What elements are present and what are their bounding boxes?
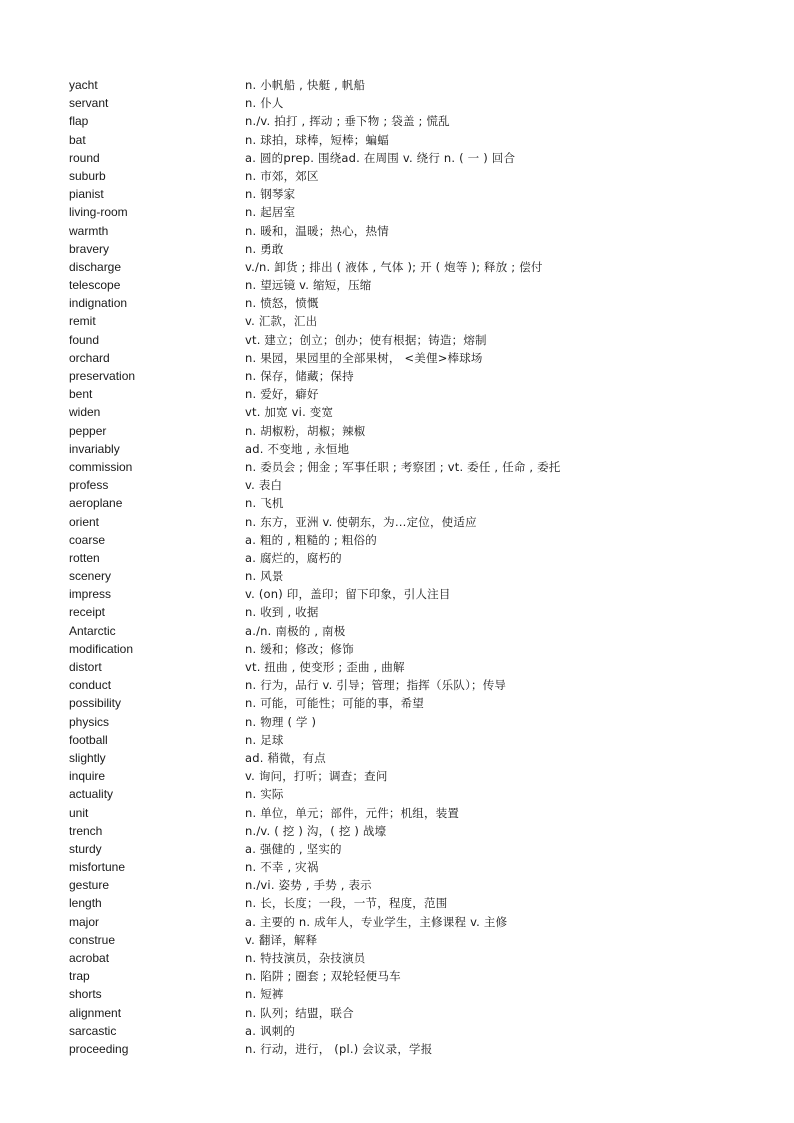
vocab-word: actuality <box>69 787 114 802</box>
vocab-definition: n. 爱好，癖好 <box>245 387 319 402</box>
vocab-definition: v. 翻译，解释 <box>245 932 318 947</box>
vocab-definition: n. 球拍，球棒，短棒；蝙蝠 <box>245 132 389 147</box>
vocab-entry <box>69 349 769 367</box>
vocab-definition: v. 询问，打听；调查；查问 <box>245 769 388 784</box>
vocab-entry <box>69 804 769 822</box>
vocab-definition: n. 望远镜 v. 缩短，压缩 <box>245 278 372 293</box>
vocab-word: commission <box>69 459 133 474</box>
vocab-entry <box>69 149 769 167</box>
vocab-word: telescope <box>69 278 121 293</box>
vocab-word: preservation <box>69 369 136 383</box>
vocab-entry <box>69 985 769 1003</box>
vocab-entry <box>69 1040 769 1058</box>
vocab-entry <box>69 585 769 603</box>
vocab-definition: ad. 不变地 , 永恒地 <box>245 441 350 456</box>
vocab-word: bent <box>69 387 93 402</box>
vocab-definition: n. 长，长度；一段，一节，程度，范围 <box>245 896 448 911</box>
vocab-word: acrobat <box>69 951 110 965</box>
vocab-entry <box>69 476 769 494</box>
vocab-entry <box>69 94 769 112</box>
vocab-definition: n. 短裤 <box>245 987 284 1002</box>
vocab-definition: n. 可能，可能性；可能的事，希望 <box>245 696 424 711</box>
vocab-definition: n. 仆人 <box>245 96 284 111</box>
vocab-word: widen <box>69 405 101 420</box>
vocab-entry <box>69 767 769 785</box>
vocab-word: inquire <box>69 769 106 784</box>
vocab-entry <box>69 567 769 585</box>
vocab-entry <box>69 385 769 403</box>
vocab-entry <box>69 840 769 858</box>
vocab-word: invariably <box>69 441 120 456</box>
vocab-definition: n. 收到 , 收据 <box>245 605 319 620</box>
vocab-word: trench <box>69 823 103 838</box>
vocab-word: distort <box>69 660 102 674</box>
vocab-word: trap <box>69 969 90 984</box>
vocab-word: bat <box>69 132 86 147</box>
vocab-entry <box>69 894 769 912</box>
vocab-entry <box>69 167 769 185</box>
vocab-word: football <box>69 732 108 747</box>
vocab-entry <box>69 749 769 767</box>
vocab-entry <box>69 549 769 567</box>
vocab-word: misfortune <box>69 860 126 875</box>
vocab-entry <box>69 785 769 803</box>
vocab-definition: n. 陷阱 ; 圈套 ; 双轮轻便马车 <box>245 969 401 984</box>
vocab-definition: n./v. ( 挖 ) 沟，( 挖 ) 战壕 <box>245 823 387 838</box>
vocab-entry <box>69 422 769 440</box>
vocab-word: alignment <box>69 1005 122 1020</box>
vocab-definition: a. 圆的prep. 围绕ad. 在周围 v. 绕行 n. ( 一 ) 回合 <box>245 150 516 165</box>
vocab-entry <box>69 658 769 676</box>
vocab-word: flap <box>69 114 89 129</box>
vocab-definition: n./vi. 姿势 , 手势 , 表示 <box>245 878 372 893</box>
vocab-definition: vt. 扭曲 , 使变形 ; 歪曲 , 曲解 <box>245 660 405 674</box>
vocab-entry <box>69 331 769 349</box>
vocab-definition: vt. 加宽 vi. 变宽 <box>245 405 334 420</box>
vocab-definition: n. 足球 <box>245 732 284 747</box>
vocab-entry <box>69 440 769 458</box>
vocab-definition: n. 行为，品行 v. 引导；管理；指挥（乐队）；传导 <box>245 678 507 693</box>
vocab-definition: vt. 建立；创立；创办；使有根据；铸造；熔制 <box>245 332 487 347</box>
vocab-definition: n. 物理 ( 学 ) <box>245 714 317 729</box>
vocab-entry <box>69 367 769 385</box>
vocab-definition: n. 缓和；修改；修饰 <box>245 641 354 656</box>
vocab-word: possibility <box>69 696 122 711</box>
vocab-entry <box>69 258 769 276</box>
vocab-entry <box>69 731 769 749</box>
vocab-entry <box>69 513 769 531</box>
vocab-definition: n. 不幸 , 灾祸 <box>245 860 319 875</box>
vocab-entry <box>69 949 769 967</box>
vocab-word: sturdy <box>69 841 102 856</box>
vocab-word: sarcastic <box>69 1023 117 1038</box>
vocab-definition: n. 果园，果园里的全部果树， <美俚>棒球场 <box>245 350 483 365</box>
vocab-word: profess <box>69 478 109 493</box>
vocab-definition: n. 小帆船 , 快艇 , 帆船 <box>245 78 366 92</box>
vocab-definition: ad. 稍微，有点 <box>245 750 326 765</box>
vocab-definition: n. 队列；结盟，联合 <box>245 1005 354 1020</box>
vocab-entry <box>69 640 769 658</box>
vocab-word: major <box>69 914 100 929</box>
vocab-definition: n. 东方，亚洲 v. 使朝东，为…定位，使适应 <box>245 514 477 529</box>
vocab-entry <box>69 222 769 240</box>
vocab-word: gesture <box>69 878 110 893</box>
vocab-word: unit <box>69 805 89 820</box>
vocab-definition: n. 飞机 <box>245 496 284 511</box>
vocab-entry <box>69 203 769 221</box>
vocab-word: construe <box>69 932 116 947</box>
vocab-entry <box>69 858 769 876</box>
vocab-entry <box>69 76 769 94</box>
vocab-word: bravery <box>69 241 110 256</box>
vocab-entry <box>69 603 769 621</box>
vocab-definition: n. 勇敢 <box>245 241 284 256</box>
vocab-word: physics <box>69 714 110 729</box>
vocab-entry <box>69 1004 769 1022</box>
vocab-word: suburb <box>69 168 106 183</box>
vocab-definition: n. 起居室 <box>245 205 296 220</box>
vocab-entry <box>69 967 769 985</box>
vocab-definition: n. 委员会 ; 佣金 ; 军事任职 ; 考察团 ; vt. 委任 , 任命 , 委托 <box>245 459 561 474</box>
vocab-definition: v. (on) 印，盖印；留下印象，引人注目 <box>245 587 451 602</box>
vocab-entry <box>69 131 769 149</box>
vocab-word: coarse <box>69 532 106 547</box>
vocab-definition: n. 行动，进行， (pl.) 会议录，学报 <box>245 1041 433 1056</box>
vocab-entry <box>69 185 769 203</box>
vocab-definition: n. 市郊，郊区 <box>245 168 319 183</box>
vocab-word: shorts <box>69 987 102 1002</box>
vocab-word: scenery <box>69 569 112 584</box>
vocab-word: receipt <box>69 605 106 620</box>
vocab-entry <box>69 458 769 476</box>
vocab-word: servant <box>69 96 109 111</box>
vocab-entry <box>69 312 769 330</box>
vocab-word: pianist <box>69 187 104 202</box>
vocab-definition: n. 特技演员，杂技演员 <box>245 951 366 965</box>
vocab-entry <box>69 1022 769 1040</box>
vocab-entry <box>69 713 769 731</box>
vocab-definition: n. 暖和，温暖；热心，热情 <box>245 223 389 238</box>
vocab-definition: v. 汇款，汇出 <box>245 314 318 329</box>
vocab-entry <box>69 240 769 258</box>
vocab-word: orchard <box>69 350 110 365</box>
vocab-entry <box>69 913 769 931</box>
vocab-entry <box>69 294 769 312</box>
vocab-definition: a./n. 南极的 , 南极 <box>245 623 346 638</box>
vocab-entry <box>69 676 769 694</box>
vocab-word: conduct <box>69 678 112 693</box>
vocab-definition: n. 胡椒粉，胡椒；辣椒 <box>245 423 366 438</box>
vocab-definition: v. 表白 <box>245 478 283 493</box>
vocab-word: rotten <box>69 550 100 565</box>
vocab-definition: v./n. 卸货 ; 排出 ( 液体 , 气体 ); 开 ( 炮等 ); 释放 ; 偿付 <box>245 259 543 274</box>
vocab-definition: n./v. 拍打 , 挥动 ; 垂下物 ; 袋盖 ; 慌乱 <box>245 114 450 129</box>
vocab-definition: n. 风景 <box>245 569 284 584</box>
vocab-word: warmth <box>69 223 109 238</box>
vocab-definition: a. 主要的 n. 成年人，专业学生，主修课程 v. 主修 <box>245 914 508 929</box>
vocab-word: slightly <box>69 750 106 765</box>
vocab-definition: n. 保存，储藏；保持 <box>245 369 354 383</box>
vocab-entry <box>69 876 769 894</box>
vocab-definition: a. 讽刺的 <box>245 1023 296 1038</box>
vocab-entry <box>69 112 769 130</box>
vocab-definition: n. 钢琴家 <box>245 187 296 202</box>
vocab-definition: n. 愤怒，愤慨 <box>245 296 319 311</box>
vocabulary-list <box>69 76 769 1058</box>
vocab-definition: a. 强健的 , 坚实的 <box>245 841 342 856</box>
vocab-word: orient <box>69 514 100 529</box>
vocab-entry <box>69 822 769 840</box>
vocab-word: aeroplane <box>69 496 123 511</box>
vocab-word: proceeding <box>69 1041 129 1056</box>
vocab-word: living-room <box>69 205 128 220</box>
vocab-word: pepper <box>69 423 107 438</box>
vocab-entry <box>69 531 769 549</box>
vocab-word: modification <box>69 641 134 656</box>
vocab-word: remit <box>69 314 96 329</box>
vocab-definition: n. 单位，单元；部件，元件；机组，装置 <box>245 805 460 820</box>
vocab-word: yacht <box>69 78 98 92</box>
vocab-entry <box>69 694 769 712</box>
vocab-word: round <box>69 150 100 165</box>
vocab-word: Antarctic <box>69 623 116 638</box>
vocab-definition: n. 实际 <box>245 787 284 802</box>
vocab-entry <box>69 276 769 294</box>
vocab-word: indignation <box>69 296 128 311</box>
vocab-word: discharge <box>69 259 122 274</box>
vocab-definition: a. 腐烂的，腐朽的 <box>245 550 342 565</box>
vocab-word: found <box>69 332 100 347</box>
vocab-word: impress <box>69 587 112 602</box>
vocab-definition: a. 粗的 , 粗糙的 ; 粗俗的 <box>245 532 377 547</box>
vocab-entry <box>69 622 769 640</box>
vocab-entry <box>69 494 769 512</box>
vocab-entry <box>69 931 769 949</box>
vocab-entry <box>69 403 769 421</box>
vocab-word: length <box>69 896 102 911</box>
